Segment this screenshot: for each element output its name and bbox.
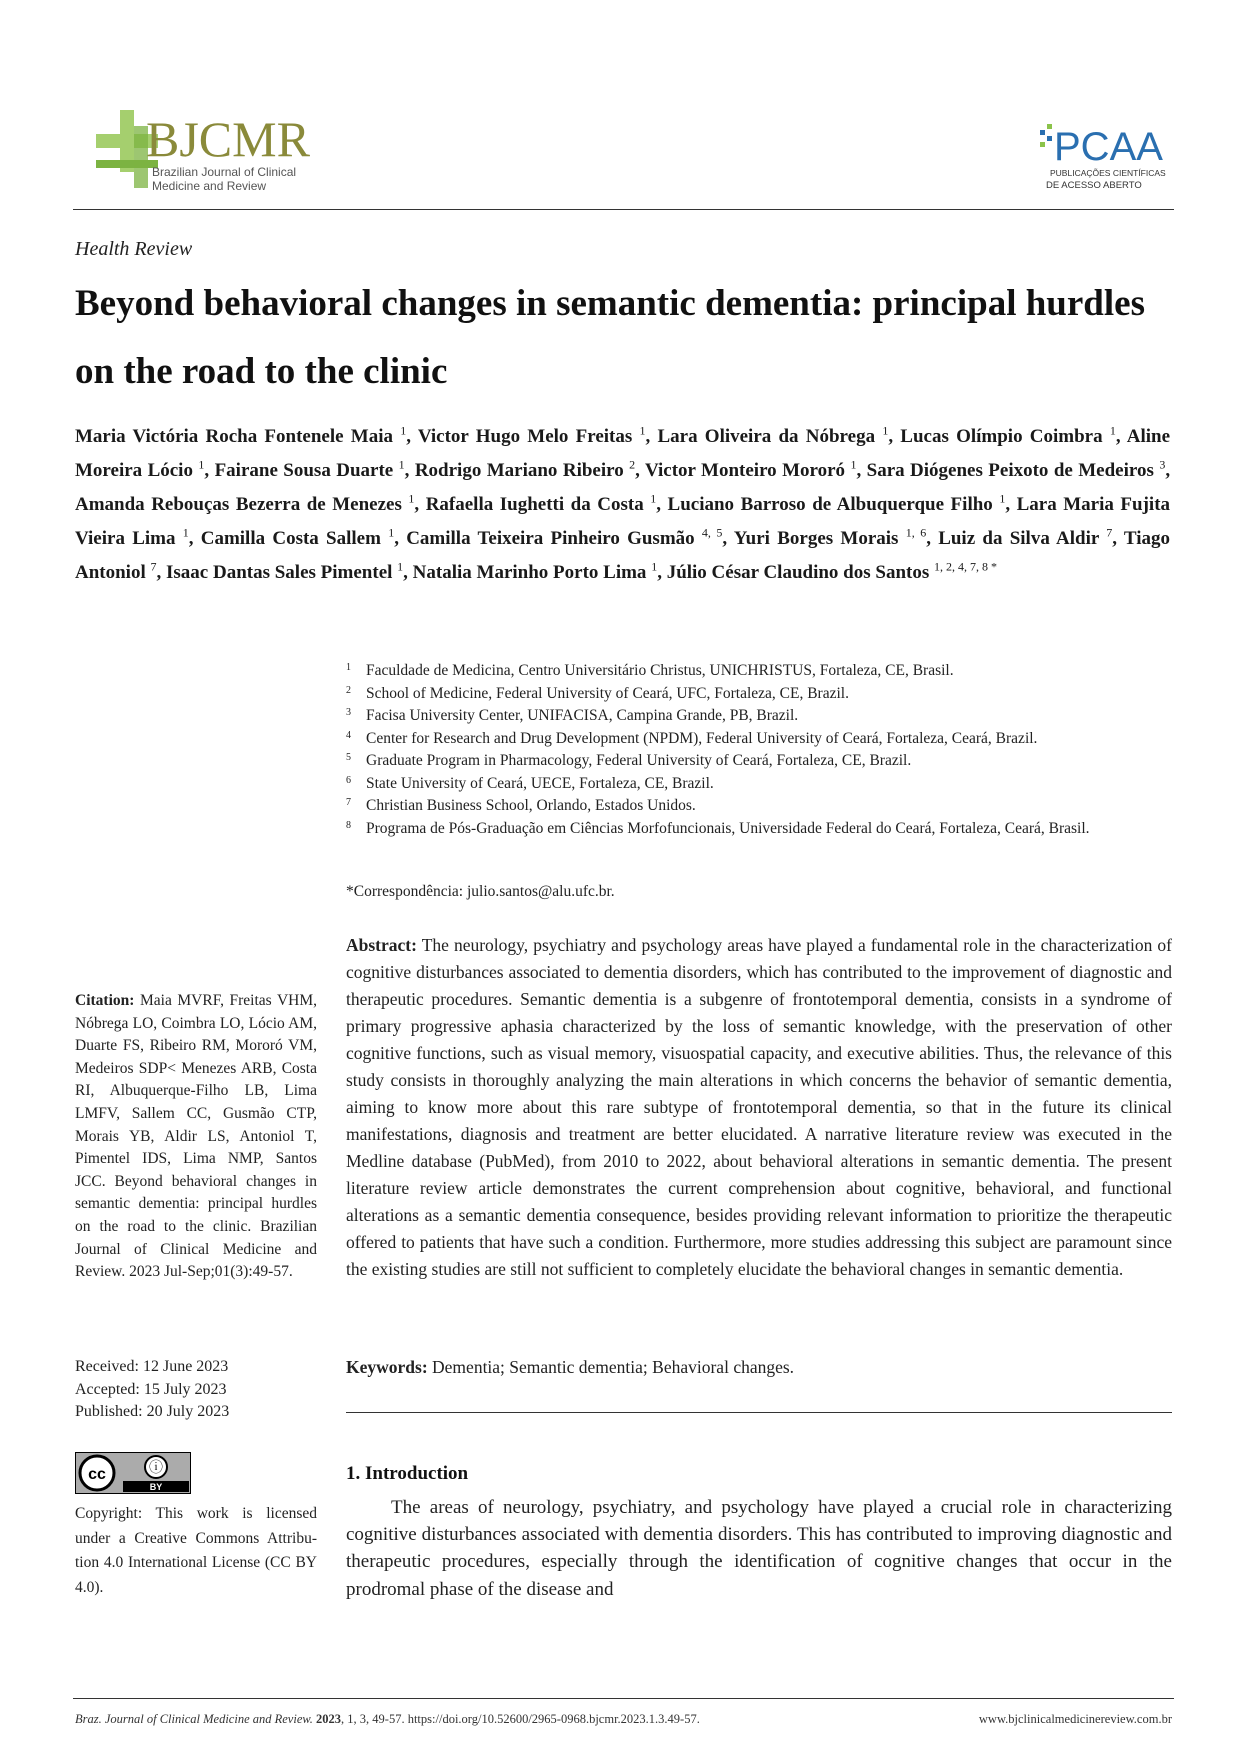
keywords-divider	[346, 1412, 1172, 1413]
affiliation-item	[346, 818, 1172, 841]
affiliation-number: 6	[346, 774, 351, 786]
author-name: Luiz da Silva Aldir	[938, 528, 1099, 549]
author-affiliation-mark: 1, 2, 4, 7, 8 *	[934, 559, 997, 574]
keywords	[346, 1357, 794, 1378]
author-name: Aline Moreira Lócio	[75, 426, 1171, 481]
author-affiliation-mark: 1	[397, 559, 404, 574]
publisher-logo-line2: DE ACESSO ABERTO	[1046, 180, 1142, 191]
author-name: Amanda Rebouças Bezerra de Menezes	[75, 494, 402, 515]
author-affiliation-mark: 1	[400, 423, 407, 438]
footer-url[interactable]: www.bjclinicalmedicinereview.com.br	[978, 1712, 1172, 1726]
author-name: Júlio César Claudino dos Santos	[666, 562, 930, 583]
affiliation-list	[346, 660, 1172, 840]
affiliation-text: Graduate Program in Pharmacology, Federal University of Ceará, Fortaleza, CE, Brazil.	[366, 752, 912, 769]
author-affiliation-mark: 1	[850, 457, 857, 472]
author-affiliation-mark: 7	[150, 559, 157, 574]
affiliation-item	[346, 683, 1172, 706]
author-name: Victor Hugo Melo Freitas	[417, 426, 633, 447]
author-affiliation-mark: 1	[639, 423, 646, 438]
author-name: Fairane Sousa Duarte	[214, 460, 394, 481]
publication-dates	[75, 1356, 229, 1424]
affiliation-item	[346, 705, 1172, 728]
author-name: Maria Victória Rocha Fontenele Maia	[75, 426, 394, 447]
attribution-icon-glyph: ⓘ	[149, 1460, 163, 1476]
journal-logo-line2: Medicine and Review	[152, 179, 267, 193]
introduction-text: The areas of neurology, psychiatry, and psychology have played a crucial role in characterizing cognitive disturbances associated with dementia disorders. This has contributed to improving diagnostic and therapeutic procedures, especially through the identification of cognitive changes that occur in the prodromal phase of the disease and	[346, 1497, 1172, 1600]
publisher-logo-acronym: PCAA	[1054, 125, 1163, 169]
footer-year: 2023	[316, 1712, 342, 1726]
author-name: Luciano Barroso de Albuquerque Filho	[667, 494, 993, 515]
author-affiliation-mark: 1	[198, 457, 205, 472]
journal-logo-acronym: BJCMR	[146, 111, 310, 167]
footer-divider	[73, 1698, 1174, 1699]
footer-citation	[75, 1712, 700, 1727]
author-affiliation-mark: 1	[999, 491, 1006, 506]
keywords-text: Dementia; Semantic dementia; Behavioral changes.	[432, 1357, 795, 1377]
author-list: Maria Victória Rocha Fontenele Maia $^1$, Victor Hugo Melo Freitas $^1$, Lara Oliveira da Nóbrega $^1$, Lucas Olímpio Coimbra $^1$, Aline Moreira Lócio $^1$, Fairane Sousa Duarte $^1$, Rodrigo Mariano Ribeiro $^2$, Victor Monteiro Mororó $^1$, Sara Diógenes Peixoto de Medeiros $^3$, Amanda Rebouças Bezerra de Menezes $^1$, Rafaella Iughetti da Costa $^1$, Luciano Barroso de Albuquerque Filho $^1$, Lara Maria Fujita Vieira Lima $^1$, Camilla Costa Sallem $^1$, Camilla Teixeira Pinheiro Gusmão $^{4, 5}$, Yuri Borges Morais $^{1, 6}$, Luiz da Silva Aldir $^7$, Tiago Antoniol $^7$, Isaac Dantas Sales Pimentel $^1$, Natalia Marinho Porto Lima $^1$, Júlio César Claudino dos Santos $^{1, 2, 4, 7, 8 *}$	[75, 423, 1171, 583]
affiliation-text: Faculdade de Medicina, Centro Universitário Christus, UNICHRISTUS, Fortaleza, CE, Brasil.	[366, 662, 954, 679]
author-affiliation-mark: 1	[388, 525, 395, 540]
footer-journal: Braz. Journal of Clinical Medicine and Review.	[75, 1712, 313, 1726]
affiliation-text: State University of Ceará, UECE, Fortaleza, CE, Brazil.	[366, 774, 714, 792]
author-name: Sara Diógenes Peixoto de Medeiros	[866, 460, 1154, 481]
author-name: Lara Oliveira da Nóbrega	[657, 426, 876, 447]
author-affiliation-mark: 1	[651, 559, 658, 574]
abstract	[346, 932, 1172, 1283]
affiliation-text: Christian Business School, Orlando, Estados Unidos.	[366, 797, 696, 814]
author-name: Tiago Antoniol	[75, 528, 1170, 583]
keywords-label: Keywords:	[346, 1357, 428, 1377]
affiliation-number: 2	[346, 684, 351, 696]
accepted-date: Accepted: 15 July 2023	[75, 1380, 227, 1398]
author-affiliation-mark: 1	[882, 423, 889, 438]
author-affiliation-mark: 1	[182, 525, 189, 540]
footer-details[interactable]: , 1, 3, 49-57. https://doi.org/10.52600/2965-0968.bjcmr.2023.1.3.49-57.	[341, 1712, 700, 1726]
author-name: Yuri Borges Morais	[733, 528, 899, 549]
affiliation-item	[346, 660, 1172, 683]
affiliation-number: 8	[346, 819, 351, 831]
author-name: Isaac Dantas Sales Pimentel	[166, 562, 393, 583]
affiliation-item	[346, 773, 1172, 796]
section-label: Health Review	[75, 238, 193, 260]
author-affiliation-mark: 1	[650, 491, 657, 506]
affiliation-item	[346, 728, 1172, 751]
copyright-notice: Copyright: This work is licensed under a Creative Commons Attribu-tion 4.0 International License (CC BY 4.0).	[75, 1505, 317, 1596]
affiliation-number: 5	[346, 752, 351, 763]
affiliation-text: Programa de Pós-Graduação em Ciências Morfofuncionais, Universidade Federal do Ceará, Fortaleza, Ceará, Brasil.	[366, 819, 1090, 837]
correspondence: *Correspondência: julio.santos@alu.ufc.br.	[346, 883, 615, 900]
published-date: Published: 20 July 2023	[75, 1403, 230, 1421]
author-name: Lara Maria Fujita Vieira Lima	[75, 494, 1171, 549]
author-affiliation-mark: 1	[408, 491, 415, 506]
publisher-logo	[1038, 116, 1166, 202]
publisher-logo-line1: PUBLICAÇÕES CIENTÍFICAS	[1050, 168, 1166, 178]
author-affiliation-mark: 1, 6	[905, 525, 927, 540]
citation-label: Citation:	[75, 992, 135, 1009]
affiliation-text: School of Medicine, Federal University of Ceará, UFC, Fortaleza, CE, Brazil.	[366, 684, 849, 702]
author-affiliation-mark: 2	[629, 457, 636, 472]
author-affiliation-mark: 1	[1109, 423, 1116, 438]
author-name: Camilla Costa Sallem	[200, 528, 381, 549]
author-affiliation-mark: 4, 5	[701, 525, 723, 540]
author-name: Rodrigo Mariano Ribeiro	[414, 460, 624, 481]
author-affiliation-mark: 1	[398, 457, 405, 472]
abstract-label: Abstract:	[346, 935, 417, 955]
by-label: BY	[149, 1482, 163, 1492]
affiliation-text: Center for Research and Drug Development (NPDM), Federal University of Ceará, Fortaleza, Ceará, Brazil.	[366, 729, 1038, 747]
citation	[75, 990, 317, 1284]
affiliation-number: 7	[346, 797, 351, 808]
journal-logo	[96, 110, 326, 206]
affiliation-number: 4	[346, 729, 351, 741]
author-affiliation-mark: 3	[1159, 457, 1166, 472]
journal-logo-line1: Brazilian Journal of Clinical	[152, 165, 297, 179]
cc-by-license-badge[interactable]	[75, 1452, 191, 1494]
affiliation-number: 1	[346, 662, 351, 673]
author-name: Lucas Olímpio Coimbra	[900, 426, 1103, 447]
affiliation-item	[346, 750, 1172, 773]
author-name: Rafaella Iughetti da Costa	[425, 494, 644, 515]
author-affiliation-mark: 7	[1106, 525, 1113, 540]
affiliation-text: Facisa University Center, UNIFACISA, Campina Grande, PB, Brazil.	[366, 707, 799, 724]
author-name: Victor Monteiro Mororó	[644, 460, 846, 481]
article-title: Beyond behavioral changes in semantic dementia: principal hurdles on the road to the clinic	[75, 283, 1145, 392]
abstract-text: The neurology, psychiatry and psychology areas have played a fundamental role in the characterization of cognitive disturbances associated to dementia disorders, which has contributed to the improvement of diagnostic and therapeutic procedures. Semantic dementia is a subgenre of frontotemporal dementia, consists in a syndrome of primary progressive aphasia characterized by the loss of semantic knowledge, with the preservation of other cognitive functions, such as visual memory, visuospatial capacity, and executive abilities. Thus, the relevance of this study consists in thoroughly analyzing the main alterations in which concerns the behavior of semantic dementia, aiming to know more about this rare subtype of frontotemporal dementia, so that in the future its clinical manifestations, diagnosis and treatment are better elucidated. A narrative literature review was executed in the Medline database (PubMed), from 2010 to 2022, about behavioral alterations in semantic dementia. The present literature review article demonstrates the current comprehension about cognitive, behavioral, and functional alterations as a semantic dementia consequence, besides providing relevant information to prioritize the therapeutic offered to patients that have such a condition. Furthermore, more studies addressing this subject are paramount since the existing studies are still not sufficient to completely elucidate the behavioral changes in semantic dementia.	[346, 935, 1172, 1279]
received-date: Received: 12 June 2023	[75, 1358, 229, 1375]
author-name: Natalia Marinho Porto Lima	[412, 562, 647, 583]
author-name: Camilla Teixeira Pinheiro Gusmão	[406, 528, 695, 549]
affiliation-item	[346, 795, 1172, 818]
header-divider	[73, 209, 1174, 210]
affiliation-number: 3	[346, 707, 351, 718]
introduction-heading: 1. Introduction	[346, 1463, 469, 1484]
cc-icon-label: cc	[88, 1466, 106, 1483]
citation-text: Maia MVRF, Freitas VHM, Nóbrega LO, Coimbra LO, Lócio AM, Duarte FS, Ribeiro RM, Mororó VM, Medeiros SDP< Menezes ARB, Costa RI, Albuquerque-Filho LB, Lima LMFV, Sallem CC, Gusmão CTP, Morais YB, Aldir LS, Antoniol T, Pimentel IDS, Lima NMP, Santos JCC. Beyond behavioral changes in semantic dementia: principal hurdles on the road to the clinic. Brazilian Journal of Clinical Medicine and Review. 2023 Jul-Sep;01(3):49-57.	[75, 992, 318, 1281]
